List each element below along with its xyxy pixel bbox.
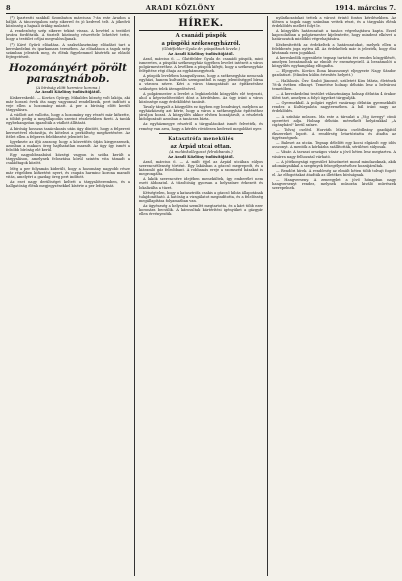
paragraph: — Baleset az utcán. Tegnap délelőtt egy kocsi elgázolt egy idős asszonyt. A mentők a kórházba szállították, sérülései súlyosak. [272,141,396,150]
paragraph: — A színház műsora. Ma este a társulat a „Vig özvegy" című operettet adja. Holnap délután mérsékelt helyárakkal „A cigánybáró" kerül színre. [272,114,396,127]
paragraph: A bíróság hosszas tanácskozás után úgy döntött, hogy a felperest keresetével elutasítja, és kötelezi a perköltség megfizetésére. Az ítélet ellen a felperes felebbezést jelentett be. [6,126,130,139]
paragraph: — Tolvaj cseléd. Horváth Mária cselédleány gazdájától ékszereket lopott. A rendőrség letartóztatta és átadta az ügyészségnek. [272,127,396,140]
paragraph: Egy nagyobbszabású községi vagyon is szóba került a tárgyaláson, amelynek felosztása körül szintén vita támadt a családtagok között. [6,153,130,166]
article-headline: A csanádi püspök [175,33,227,39]
article-divider [159,133,243,134]
paragraph: A rendezőség szép sikerre tekint vissza. A bevétel a testület javára fordíttatik. A tisztelt közönség részvétele lehetővé tette, hogy a testület céljai megvalósuljanak. [6,29,130,42]
article-headline-2: az Árpád utcai ottan. [170,144,232,151]
article-body [139,57,263,131]
article-headline: Katasztrófa menekülés [168,136,234,142]
article-body [139,160,263,216]
paragraph: — Gyermekbál. A polgári egylet vasárnap délután gyermekbált rendez a Kultúrpalota nagytermében. A bál iránt nagy az érdeklődés. [272,101,396,114]
paragraph: (*) Kávé Gyűrű előadása. A szakválasztmány előadást tart a kereskedelmi és iparkamara termében. Az előadáson a tagok szép számban jelentek meg, és élénk figyelemmel kísérték az előadó fejtegetéseit. [6,42,130,59]
news-notes [272,69,396,190]
paragraph: Kiskereskedő. — Kovács György, Mikaldes község volt lakója, aki már hosszú évek óta nagy vagyonnal rendelkezik, pert indított a veje ellen a hozomány miatt. A per a bíróság előtt került tárgyalásra. [6,95,130,112]
article-body [272,16,396,68]
paragraph: — A kereskedelmi testület választmánya holnap délután 4 órakor ülést tart, amelyen a folyó ügyeket tárgyalják. [272,91,396,100]
article-body [6,96,130,188]
paragraph: (*) Ipartestti szakbál Szombaton márciusa 7-án este Aradon a bálját. A tánczvigalom szép sikerrel és jó kedvvel telt. A jókedvű közönség a hajnali órákig mulatott. [6,16,130,29]
paragraph: Kétségtelen, hogy a katasztrófa csakis a gázcső hibás állapotának tulajdonítható. A hatóság a vizsgálatot megindította, és a felelősség megállapítása folyamatban van. [139,190,263,203]
paragraph: — A jótékonysági egyesület köszönetet mond mindazoknak, akik adományaikkal a szegények felsegélyezéséhez hozzájárultak. [272,159,396,168]
paragraph: A püspök levelében hangsúlyozza, hogy a székesegyház nemcsak egyházi, hanem kulturális szempontból is nagy jelentőséggel bírna a városra nézve. Kéri a város támogatását az építkezéshez szükséges telek átengedésével. [139,74,263,91]
paragraph: nyilatkozatokat tettek a várost érintő fontos kérdésekben. Az ülésen a tagok nagy számban vettek részt, és a tárgyalás élénk érdeklődés mellett folyt le. [272,16,396,29]
column-3 [272,16,396,576]
columns [6,16,396,576]
issue-date: 1914. március 7. [335,4,396,12]
article-byline: Az Aradi Közlöny tudósítójától. [168,153,234,159]
paragraph: Az eset nagy derültséget keltett a tárgyalóteremben, és a hallgatóság élénk megjegyzésekkel kísérte a per lefolyását. [6,179,130,188]
paragraph: Az ügyészség a helyszíni szemlét megtartotta, és a kárt több ezer koronára becsülik. A károsultak kártérítési igényüket a gázgyár ellen érvényesítik. [139,204,263,217]
paragraph: Még a per folyamán kiderült, hogy a hozomány nagyobb része már régebben kifizetést nyert, és csupán harminc korona maradt vitás, amelyért a gazdag öreg pert indított. [6,166,130,179]
paragraph: A lakók szerencsére idejében menekültek, így emberélet nem esett áldozatul. A tűzoltóság gyorsan a helyszínre érkezett és lokalizálta a tüzet. [139,177,263,190]
paragraph: — Eljegyzés. Kovács Ilona kisasszonyt eljegyezte Nagy Sándor gazdatiszt. (Minden külön értesítés helyett.) [272,69,396,78]
paragraph: — Rendőri hírek. A rendőrség az elmúlt héten több tolvajt fogott el. Az elfogottakat átadták az illetékes bíróságnak. [272,169,396,178]
paragraph: Arad, március 6. — Glattfelder Gyula dr. csanádi püspök, mint ismeretes, a püspöki székesegyház ügyében levelet intézett a város polgármesteréhez. A levélben a püspök kifejti, hogy a székesegyház felépítése régi óhaja az egyházmegyének. [139,57,263,74]
column-divider [267,16,268,576]
page-header [6,4,396,14]
article-subheadline: (A bíróság előtt harminc korona.) [35,84,101,90]
paragraph: Arad, március 6. — A múlt éjjel az Árpád utcában súlyos szerencsétlenség történt. Egy lakásban a gázcső megrepedt, és a kiáramló gáz felrobbant. A robbanás ereje a szomszéd házakat is megrongálta. [139,160,263,177]
paragraph: A vádlott azt vallotta, hogy a hozomány egy részét már kifizette, a többit pedig a megállapodás szerint részletekben fizeti. A tanúk egybehangzóan igazolták a vádlott állítását. [6,113,130,126]
column-2 [139,16,263,576]
article-subheadline: (Glattfelder Gyula dr. püspöknek levele.) [161,46,241,51]
paragraph: A közgyűlés határozatait a tanács végrehajtásra kapta. Ezzel kapcsolatban a polgármester kijelentette, hogy mindent elkövet a határozatok mielőbbi végrehajtására. [272,29,396,42]
section-rule [139,30,263,31]
article-headline: Hozományért pörölt parasztnábob. [9,61,127,85]
paragraph: Kézbesítették az érdekeltek a határozatokat, melyek ellen a felebbezés joga nyitva áll. Az érdekeltek már is jelezték, hogy élni kívánnak ezen jogukkal. [272,42,396,55]
paragraph: Az egyházmegye részéről a tárgyalásokat ismét felvették, és remény van arra, hogy a kérdés rövidesen kedvező megoldást nyer. [139,122,263,131]
page-number: 8 [6,4,11,12]
article-headline-2: a püspöki székesegyházról. [161,41,241,47]
article-byline: Az Aradi Közlöny tudósítójától. [168,50,234,56]
paragraph: — Vásár. A tavaszi országos vásár a jövő héten lesz megtartva. A vásárra nagy felhozatal várható. [272,150,396,159]
section-title-hirek: HÍREK. [178,18,224,29]
article-byline: Az Aradi Közlöny tudósítójától. [35,89,101,95]
paragraph: — Hangverseny. A zeneegylet a jövő hónapban nagy hangversenyt rendez, melynek műsorán kiváló művészek szerepelnek. [272,178,396,191]
paragraph: Tavaly tárgyalt a közgyűlés ez ügyben egy beadványt, melyben az egyházközség azt kérte, hogy a város a székesegyház építéséhez járuljon hozzá. A közgyűlés akkor elvben hozzájárult, a részletek kidolgozását azonban a tanácsra bízta. [139,105,263,122]
column-1 [6,16,130,576]
column-divider [134,16,135,576]
masthead: ARADI KÖZLÖNY [145,4,216,12]
paragraph: Igyekezte az ifjú asszony, hogy a közvetítés útján kiegyezzenek, azonban a makacs öreg hajthatatlan maradt. Az ügy így ismét a felsőbb bíróság elé kerül. [6,139,130,152]
article-subheadline: (A melánkollegoszt felrobbanás.) [169,149,233,155]
paragraph: A kereskedők egyesülete tegnap tartotta évi rendes közgyűlését, amelyen beszámoltak az elmúlt év eseményeiről. A beszámolót a közgyűlés egyhangúlag elfogadta. [272,55,396,69]
paragraph: A polgármester a levelet a legközelebbi közgyűlés elé terjeszti, ahol a képviselőtestület dönt a kérdésben. Az ügy iránt a város közönsége nagy érdeklődést tanúsít. [139,91,263,104]
paragraph: — Halálozás. Özv. Szabó Jánosné, született Kiss Mária, életének 78-ik évében elhunyt. Temetése holnap délután lesz a belvárosi temetőben. [272,78,396,91]
intro-articles [6,16,130,59]
